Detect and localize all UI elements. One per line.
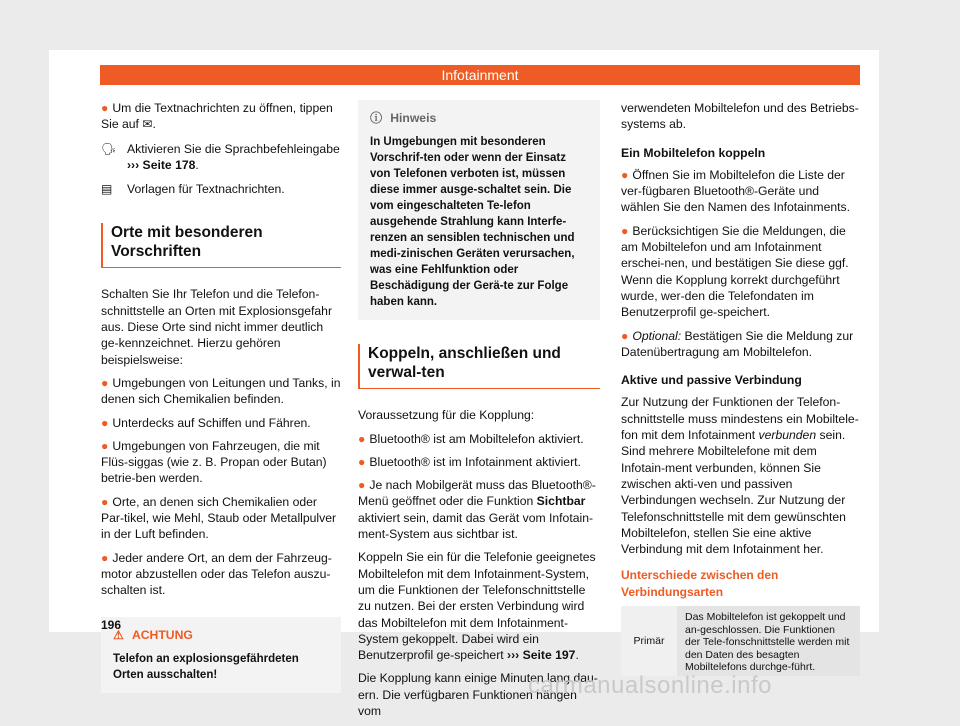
bullet-icon: ● [358, 454, 366, 469]
column-2 [358, 100, 600, 726]
warning-box [101, 617, 341, 693]
bullet-icon: ● [101, 101, 109, 115]
paragraph: Die Kopplung kann einige Minuten lang dau-ern. Die verfügbaren Funktionen hängen vom [358, 671, 598, 719]
voice-icon: 🗣 [101, 141, 117, 156]
table-row-text: Das Mobiltelefon ist gekoppelt und an-geschlossen. Die Funktionen der Tele-fonschnittstelle werden mit den Daten des besagten Mobiltelefons durchge-führt. [677, 606, 860, 676]
message-template-icon: ▤ [101, 182, 113, 197]
paragraph: Voraussetzung für die Kopplung: [358, 408, 535, 423]
bullet-icon: ● [621, 167, 629, 182]
paragraph: verwendeten Mobiltelefon und des Betriebs-systems ab. [621, 101, 859, 132]
paragraph: Koppeln Sie ein für die Telefonie geeignetes Mobiltelefon mit dem Infotainment-System, um die Funktionen der Telefonschnittstelle zu nutzen. Bei der ersten Verbindung wird das Mobiltelefon mit dem Infotainment-System gekoppelt. Dabei wird ein Benutzerprofil ge-speichert ››› Seite 197. [358, 550, 596, 663]
page-link[interactable]: ››› Seite 197 [507, 648, 576, 663]
bullet-item: ● Berücksichtigen Sie die Meldungen, die am Mobiltelefon und am Infotainment erschei-nen, und bestätigen Sie diese ggf. Wenn die Kopplung korrekt durchgeführt wurde, wer-den die Telefondaten im Benutzerprofil ge-speichert. [621, 223, 849, 320]
bullet-icon: ● [101, 438, 109, 453]
bullet-item: ● Je nach Mobilgerät muss das Bluetooth®-Menü geöffnet oder die Funktion Sichtbar aktiviert sein, damit das Gerät vom Infotain-ment-System aus sichtbar ist. [358, 478, 596, 542]
voice-command-line: 🗣 Aktivieren Sie die Sprachbefehleingabe ››› Seite 178. [101, 141, 340, 172]
watermark: carmanualsonline.info [528, 672, 772, 699]
bullet-item: ● Jeder andere Ort, an dem der Fahrzeug-motor abzustellen oder das Telefon auszu-schalten ist. [101, 550, 332, 598]
paragraph: Schalten Sie Ihr Telefon und die Telefon-schnittstelle an Orten mit Explosionsgefahr aus. Diese Orte sind nicht immer deutlich ge-kennzeichnet. Hierzu gehören beispielsweise: [101, 287, 332, 367]
warning-icon: ⚠ [113, 627, 124, 642]
page-number: 196 [101, 618, 122, 632]
note-text: In Umgebungen mit besonderen Vorschrif-ten oder wenn der Einsatz von Telefonen verboten ist, müssen diese immer ausge-schaltet sein. Die vom eingeschalteten Te-lefon ausgehende Strahlung kann Interfe-renzen an sensiblen technischen und medi-zinischen Geräten verursachen, was eine Fehlfunktion oder Beschädigung der Gerä-te zur Folge haben kann. [370, 136, 575, 309]
bullet-item: ● Um die Textnachrichten zu öffnen, tippen Sie auf ✉. [101, 101, 333, 132]
warning-title: ACHTUNG [131, 627, 193, 642]
page-link[interactable]: ››› Seite 178 [127, 157, 196, 172]
column-3 [621, 100, 860, 676]
info-icon: ⓘ [370, 111, 383, 125]
bullet-item: ● Unterdecks auf Schiffen und Fähren. [101, 415, 311, 430]
section-title: Orte mit besonderen Vorschriften [101, 223, 341, 268]
column-1 [101, 100, 341, 693]
bullet-item: ● Umgebungen von Fahrzeugen, die mit Flüs-siggas (wie z. B. Propan oder Butan) betrie-ben werden. [101, 438, 327, 486]
bullet-item: ● Umgebungen von Leitungen und Tanks, in denen sich Chemikalien befinden. [101, 375, 341, 407]
bullet-item: ● Bluetooth® ist im Infotainment aktiviert. [358, 454, 581, 469]
bullet-icon: ● [621, 223, 629, 238]
section-title: Koppeln, anschließen und verwal-ten [358, 344, 600, 389]
subheading: Aktive und passive Verbindung [621, 373, 802, 388]
bullet-item: ● Öffnen Sie im Mobiltelefon die Liste der ver-fügbaren Bluetooth®-Geräte und wählen Sie den Namen des Infotainments. [621, 167, 850, 215]
note-box [358, 100, 600, 320]
connection-types-table [621, 606, 860, 676]
paragraph: Zur Nutzung der Funktionen der Telefon-schnittstelle muss mindestens ein Mobiltele-fon mit dem Infotainment verbunden sein. Sind mehrere Mobiltelefone mit dem Infotain-ment verbunden, können Sie zwischen akti-ven und passiven Verbindungen wechseln. Zur Nutzung der Telefonschnittstelle mit dem gewünschten Mobiltelefon, stellen Sie eine aktive Verbindung mit dem Infotainment her. [621, 395, 859, 557]
bullet-icon: ● [101, 415, 109, 430]
subheading: Ein Mobiltelefon koppeln [621, 145, 766, 160]
page-header: Infotainment [100, 65, 860, 85]
bullet-icon: ● [101, 494, 109, 509]
bullet-icon: ● [101, 375, 109, 390]
table-row-label: Primär [633, 634, 665, 647]
bullet-icon: ● [358, 478, 366, 493]
bullet-item: ● Bluetooth® ist am Mobiltelefon aktiviert. [358, 431, 584, 446]
warning-text: Telefon an explosionsgefährdeten Orten ausschalten! [113, 652, 299, 681]
bullet-item: ● Optional: Bestätigen Sie die Meldung zur Datenübertragung am Mobiltelefon. [621, 328, 854, 359]
bullet-icon: ● [358, 431, 366, 446]
bullet-icon: ● [621, 328, 629, 343]
bullet-icon: ● [101, 550, 109, 565]
table-title: Unterschiede zwischen den Verbindungsarten [621, 568, 779, 599]
templates-line: ▤ Vorlagen für Textnachrichten. [101, 182, 285, 197]
bullet-item: ● Orte, an denen sich Chemikalien oder Par-tikel, wie Mehl, Staub oder Metallpulver in der Luft befinden. [101, 494, 337, 542]
note-title: Hinweis [390, 111, 437, 125]
